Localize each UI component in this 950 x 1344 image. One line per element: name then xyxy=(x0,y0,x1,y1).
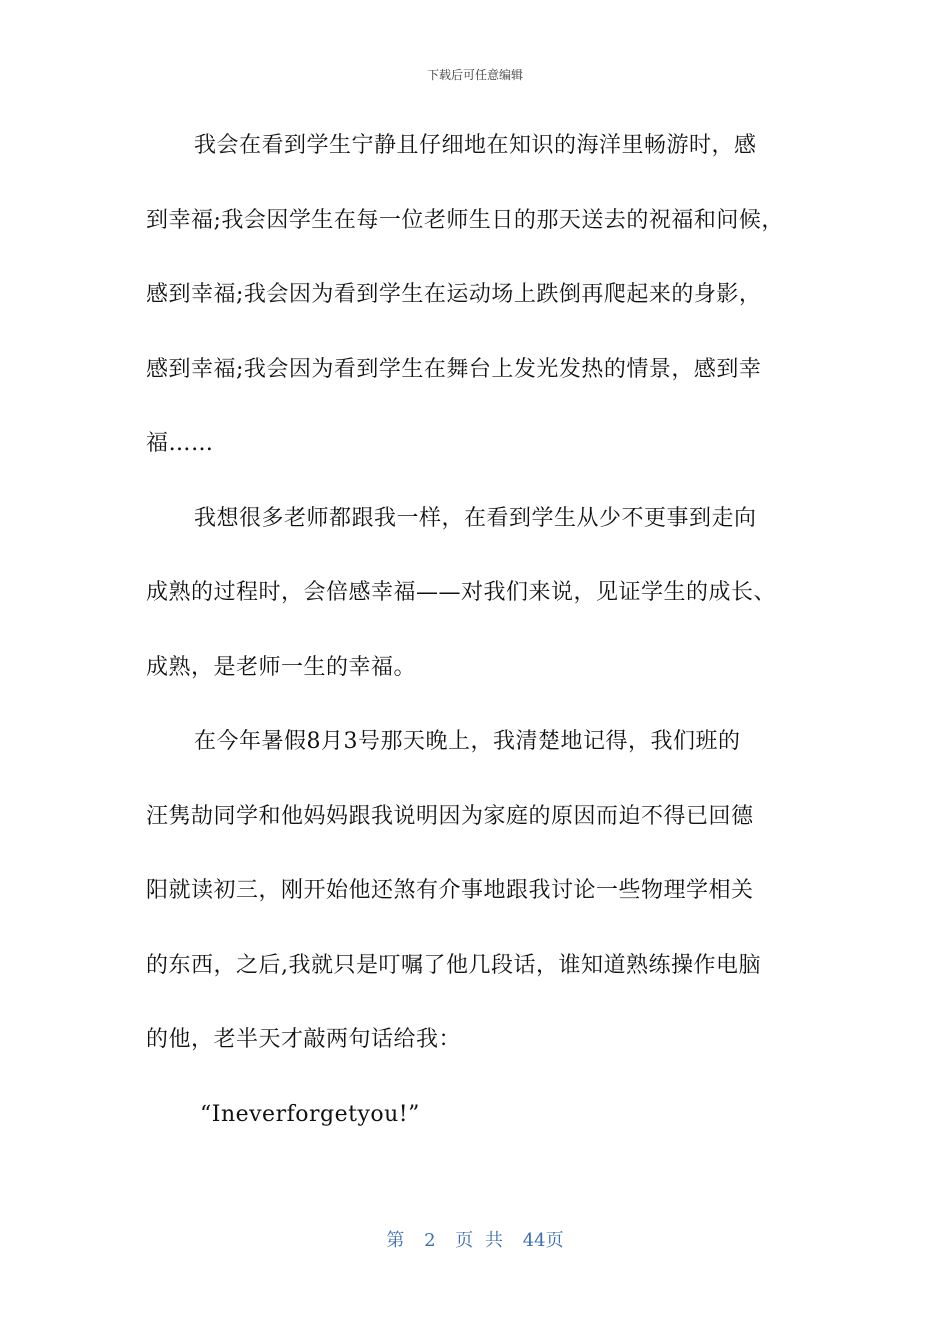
body-text xyxy=(146,124,811,1167)
footer-middle: 页 共 xyxy=(455,1230,503,1251)
paragraph-line: 我会在看到学生宁静且仔细地在知识的海洋里畅游时，感 xyxy=(194,133,757,158)
paragraph-line: 汪隽劼同学和他妈妈跟我说明因为家庭的原因而迫不得已回德 xyxy=(146,803,754,829)
footer-prefix: 第 xyxy=(386,1230,405,1251)
header-note: 下载后可任意编辑 xyxy=(426,68,523,82)
page-footer xyxy=(0,1226,950,1252)
paragraph-line: 到幸福;我会因学生在每一位老师生日的那天送去的祝福和问候， xyxy=(146,207,784,233)
footer-total-pages: 44页 xyxy=(522,1230,564,1251)
paragraph-line: 的他，老半天才敲两句话给我： xyxy=(146,1027,462,1052)
paragraph-line: 成熟，是老师一生的幸福。 xyxy=(146,654,417,680)
paragraph-line: 我想很多老师都跟我一样，在看到学生从少不更事到走向 xyxy=(194,505,757,531)
paragraph-line: 福…… xyxy=(146,431,214,456)
paragraph-line: 的东西，之后,我就只是叮嘱了他几段话，谁知道熟练操作电脑 xyxy=(146,952,761,978)
paragraph-line: 成熟的过程时，会倍感幸福——对我们来说，见证学生的成长、 xyxy=(146,580,777,605)
paragraph-line: 在今年暑假8月3号那天晚上，我清楚地记得，我们班的 xyxy=(194,729,741,754)
paragraph-line: 感到幸福;我会因为看到学生在舞台上发光发热的情景，感到幸 xyxy=(146,356,762,382)
paragraph-line: 感到幸福;我会因为看到学生在运动场上跌倒再爬起来的身影， xyxy=(146,282,762,307)
quote-line: “Ineverforgetyou!” xyxy=(200,1101,420,1127)
footer-page-number: 2 xyxy=(424,1230,436,1251)
paragraph-line: 阳就读初三，刚开始他还煞有介事地跟我讨论一些物理学相关 xyxy=(146,878,754,903)
